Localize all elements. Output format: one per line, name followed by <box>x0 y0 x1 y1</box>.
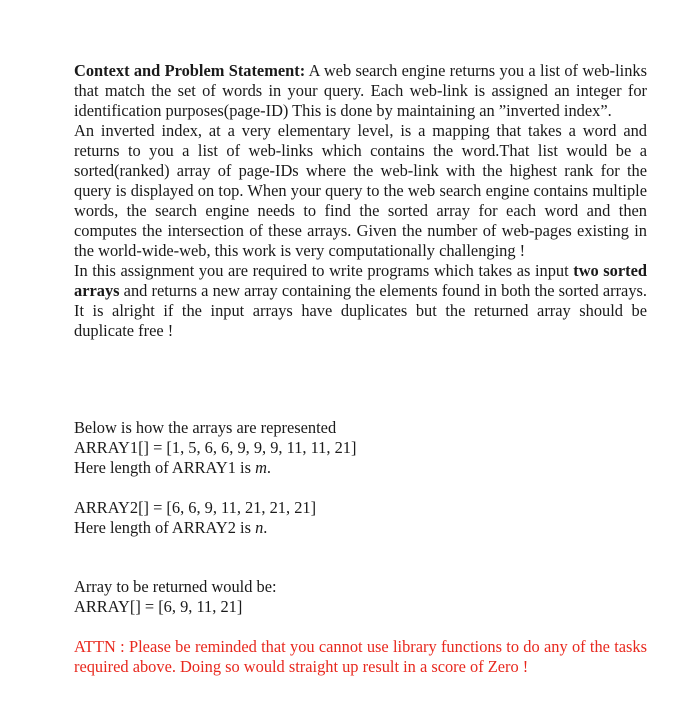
array2-length <box>74 518 647 538</box>
array1-length-var: m <box>255 458 267 477</box>
context-heading: Context and Problem Statement: <box>74 61 306 80</box>
result-array: ARRAY[] = [6, 9, 11, 21] <box>74 597 243 616</box>
array2-length-prefix: Here length of ARRAY2 is <box>74 518 256 537</box>
attn-section <box>74 637 647 677</box>
para3-start: In this assignment you are required to write programs which takes as input <box>74 261 574 280</box>
result-section <box>74 577 647 617</box>
array2-length-var: n <box>255 518 264 537</box>
context-para1-text: A web search engine returns you a list of web-links that match the set of words in your query. Each web-link is assigned an integer for identification purposes(page-ID) This is done by maintaining an ”inverted index”. <box>74 61 647 120</box>
array1-length-suffix: . <box>266 458 272 477</box>
context-paragraph-1 <box>74 61 647 121</box>
array2-length-suffix: . <box>263 518 268 537</box>
array2-section <box>74 498 647 538</box>
context-section <box>74 61 647 341</box>
para3-end: and returns a new array containing the elements found in both the sorted arrays. It is alright if the input arrays have duplicates but the returned array should be duplicate free ! <box>74 281 647 340</box>
arrays-intro: Below is how the arrays are represented <box>74 418 337 437</box>
context-paragraph-3 <box>74 261 647 341</box>
result-intro: Array to be returned would be: <box>74 577 277 596</box>
attn-notice: ATTN : Please be reminded that you cannot use library functions to do any of the tasks required above. Doing so would straight up result in a score of Zero ! <box>74 637 647 676</box>
para3-bold: two sorted arrays <box>74 261 648 300</box>
array1-length-prefix: Here length of ARRAY1 is <box>74 458 256 477</box>
arrays-section <box>74 418 647 478</box>
array1-definition: ARRAY1[] = [1, 5, 6, 6, 9, 9, 9, 11, 11, 21] <box>74 438 357 457</box>
context-paragraph-2: An inverted index, at a very elementary level, is a mapping that takes a word and returns to you a list of web-links which contains the word.That list would be a sorted(ranked) array of page-IDs where the web-link with the highest rank for the query is displayed on top. When your query to the web search engine contains multiple words, the search engine needs to find the sorted array for each word and then computes the intersection of these arrays. Given the number of web-pages existing in the world-wide-web, this work is very computationally challenging ! <box>74 121 647 260</box>
array1-length <box>74 458 647 478</box>
array2-definition: ARRAY2[] = [6, 6, 9, 11, 21, 21, 21] <box>74 498 317 517</box>
